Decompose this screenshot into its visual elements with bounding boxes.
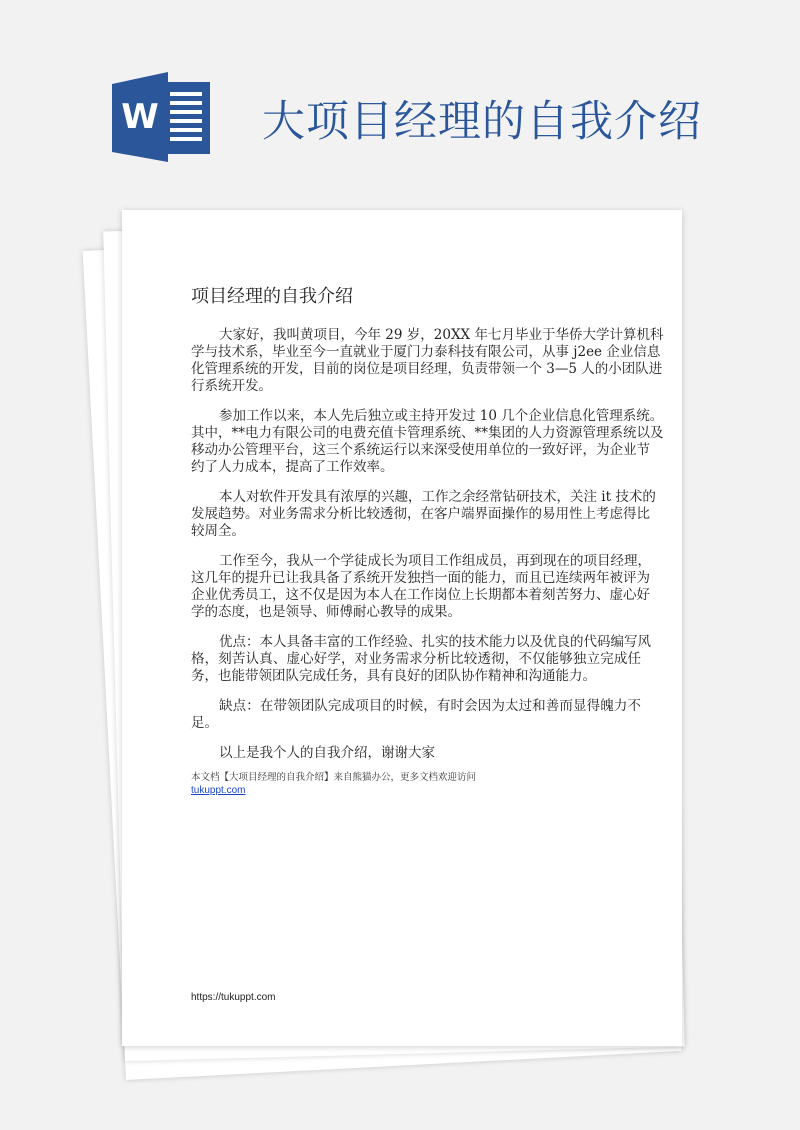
hero-title: 大项目经理的自我介绍 (262, 97, 702, 147)
text-line: 学与技术系，毕业至今一直就业于厦门力泰科技有限公司，从事 j2ee 企业信息 (191, 344, 661, 360)
paragraph (191, 745, 641, 762)
text-line: 参加工作以来，本人先后独立或主持开发过 10 几个企业信息化管理系统。 (219, 408, 664, 424)
paragraph (191, 489, 656, 540)
text-line: 足。 (191, 715, 218, 731)
text-line: 行系统开发。 (191, 378, 272, 394)
document-body (191, 327, 664, 797)
source-link[interactable]: tukuppt.com (191, 785, 246, 796)
paragraph (191, 327, 664, 395)
text-line: 本人对软件开发具有浓厚的兴趣，工作之余经常钻研技术，关注 it 技术的 (219, 489, 656, 505)
text-line: 企业优秀员工，这不仅是因为本人在工作岗位上长期都本着刻苦努力、虚心好 (191, 587, 650, 603)
bottom-url[interactable]: https://tukuppt.com (191, 992, 276, 1003)
word-icon (110, 72, 218, 162)
text-line: 发展趋势。对业务需求分析比较透彻，在客户端界面操作的易用性上考虑得比 (191, 506, 650, 522)
paragraph (191, 553, 651, 621)
text-line: 较周全。 (191, 523, 245, 539)
text-line: 务，也能带领团队完成任务，具有良好的团队协作精神和沟通能力。 (191, 668, 596, 684)
source-note-text: 本文档【大项目经理的自我介绍】来自熊猫办公，更多文档欢迎访问 (191, 772, 477, 783)
text-line: 格，刻苦认真、虚心好学，对业务需求分析比较透彻，不仅能够独立完成任 (191, 651, 641, 667)
paragraph (191, 408, 664, 476)
text-line: 缺点：在带领团队完成项目的时候，有时会因为太过和善而显得魄力不 (219, 698, 641, 714)
text-line: 这几年的提升已让我具备了系统开发独挡一面的能力，而且已连续两年被评为 (191, 570, 650, 586)
text-line: 大家好，我叫黄项目，今年 29 岁，20XX 年七月毕业于华侨大学计算机科 (219, 327, 664, 343)
paragraph (191, 634, 651, 685)
text-line: 移动办公管理平台，这三个系统运行以来深受使用单位的一致好评，为企业节 (191, 442, 650, 458)
text-line: 化管理系统的开发，目前的岗位是项目经理，负责带领一个 3—5 人的小团队进 (191, 361, 663, 377)
paragraph (191, 698, 641, 732)
text-line: 优点：本人具备丰富的工作经验、扎实的技术能力以及优良的代码编写风 (219, 634, 651, 650)
document-page (122, 210, 682, 1046)
text-line: 以上是我个人的自我介绍，谢谢大家 (219, 745, 435, 761)
text-line: 学的态度，也是领导、师傅耐心教导的成果。 (191, 604, 461, 620)
text-line: 其中，**电力有限公司的电费充值卡管理系统、**集团的人力资源管理系统以及 (191, 425, 664, 441)
document-title: 项目经理的自我介绍 (191, 286, 353, 307)
svg-text:W: W (121, 97, 159, 137)
text-line: 工作至今，我从一个学徒成长为项目工作组成员，再到现在的项目经理， (219, 553, 651, 569)
source-note (191, 771, 641, 797)
text-line: 约了人力成本，提高了工作效率。 (191, 459, 394, 475)
